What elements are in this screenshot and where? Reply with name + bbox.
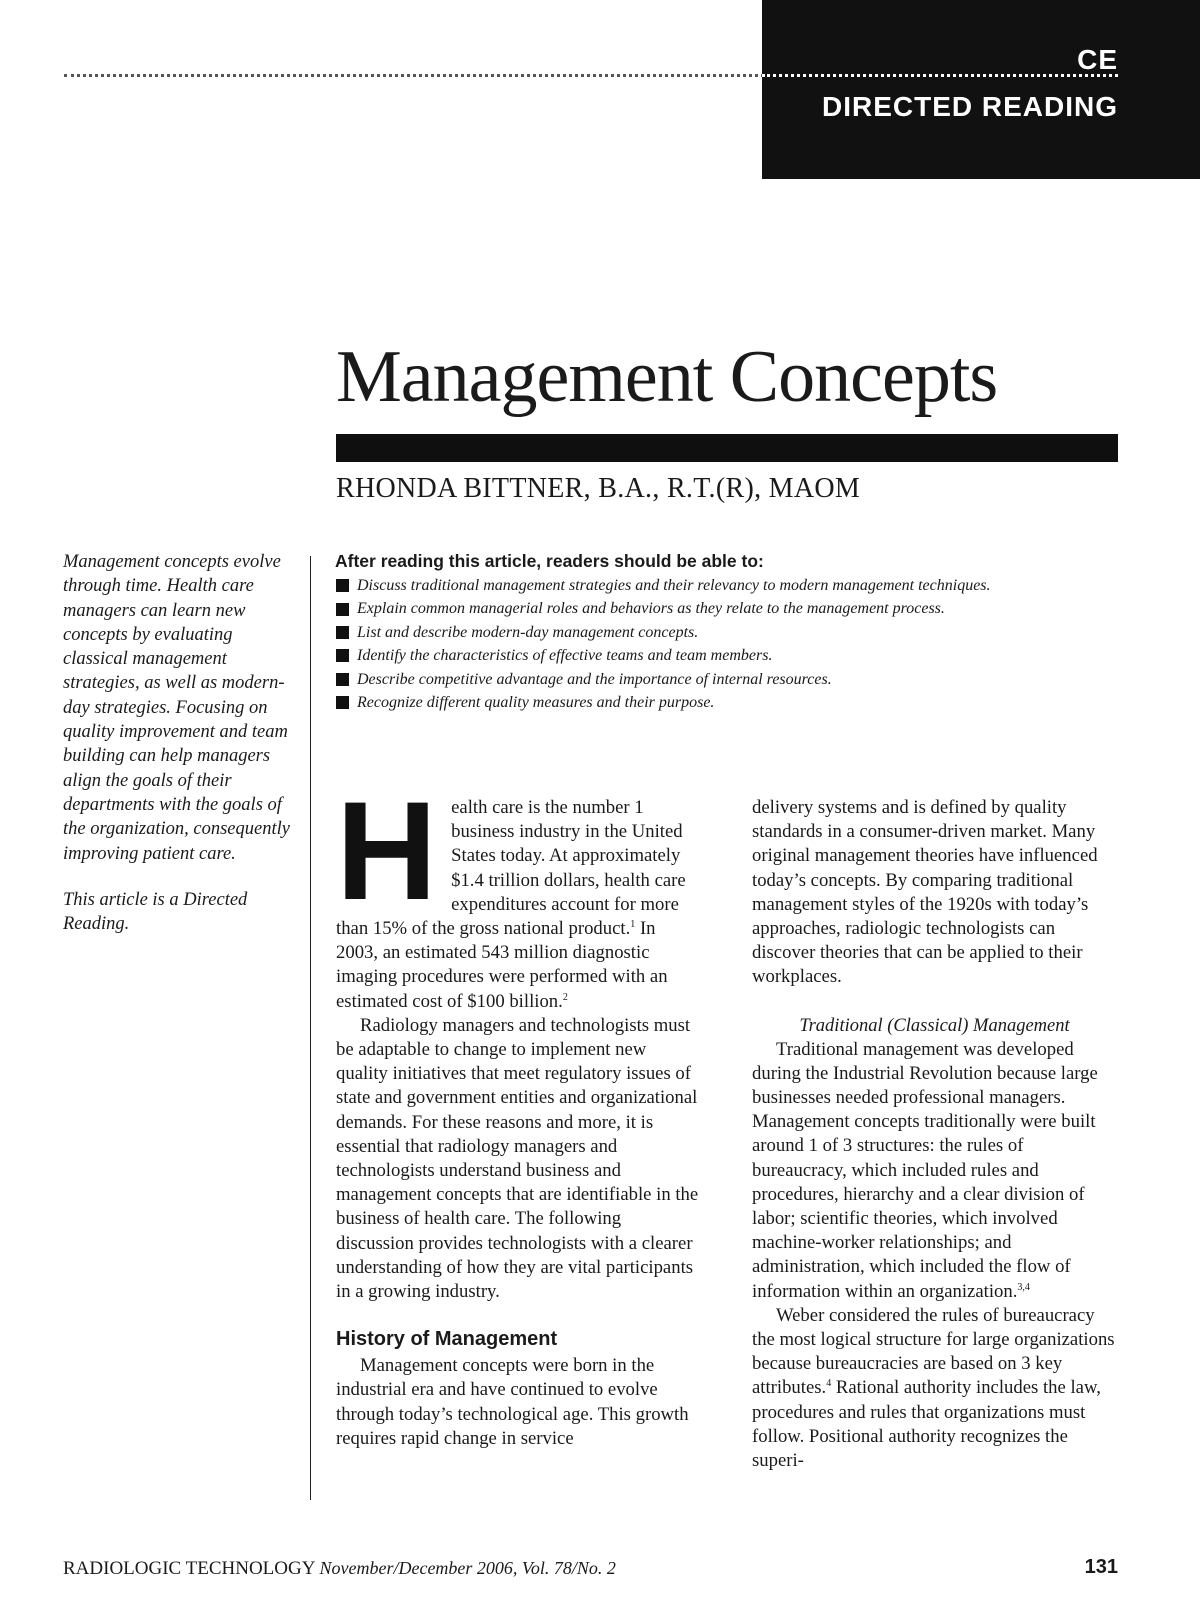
body-paragraph: Weber considered the rules of bureaucracy the most logical structure for large organizations because bureaucracies are based on 3 key attributes.$^4$ Rational authority includes the law, procedures and rules that organizations must follow. Positional authority recognizes the superi-	[752, 1304, 1115, 1472]
directed-reading-note: This article is a Directed Reading.	[63, 889, 248, 935]
objective-text: Identify the characteristics of effective teams and team members.	[357, 647, 773, 665]
bullet-square-icon	[336, 626, 349, 639]
learning-objectives	[335, 551, 1135, 714]
abstract-text: Management concepts evolve through time. Health care managers can learn new concepts by evaluating classical management strategies, as well as modern-day strategies. Focusing on quality improvement and team building can help managers align the goals of their departments with the goals of the organization, consequently improving patient care.	[63, 552, 290, 864]
reference-marker: 1	[630, 918, 636, 930]
body-paragraph: Radiology managers and technologists must be adaptable to change to implement new quality initiatives that meet regulatory issues of state and government entities and organizational demands. For these reasons and more, it is essential that radiology managers and technologists understand business and management concepts that are identifiable in the business of health care. The following discussion provides technologists with a clearer understanding of how they are vital participants in a growing industry.	[336, 1014, 699, 1303]
page-footer	[63, 1558, 1120, 1580]
title-bar	[336, 434, 1118, 462]
journal-name: RADIOLOGIC TECHNOLOGY	[63, 1558, 315, 1579]
intro-paragraph: Health care is the number 1 business industry in the United States today. At approximately $1.4 trillion dollars, health care expenditures account for more than 15% of the gross national product.$^1$ In 2003, an estimated 543 million diagnostic imaging procedures were performed with an estimated cost of $100 billion.$^2$	[336, 772, 686, 1012]
objective-item	[335, 668, 1135, 691]
objective-text: List and describe modern-day management concepts.	[357, 623, 699, 641]
objective-item	[335, 574, 1135, 597]
ce-header-box	[762, 0, 1200, 179]
drop-cap: H	[336, 772, 438, 929]
issue-info: November/December 2006, Vol. 78/No. 2	[319, 1558, 616, 1578]
page-number: 131	[1084, 1556, 1118, 1578]
author-byline: RHONDA BITTNER, B.A., R.T.(R), MAOM	[336, 473, 861, 504]
objectives-list	[335, 574, 1135, 714]
reference-marker: 3,4	[1017, 1281, 1030, 1293]
body-paragraph-continued: delivery systems and is defined by quality standards in a consumer-driven market. Many original management theories have influenced today’s concepts. By comparing traditional management styles of the 1920s with today’s approaches, radiologic technologists can discover theories that can be applied to their workplaces.	[752, 797, 1098, 988]
objective-text: Describe competitive advantage and the importance of internal resources.	[357, 670, 832, 688]
body-paragraph: Management concepts were born in the industrial era and have continued to evolve through today’s technological age. This growth requires rapid change in service	[336, 1355, 689, 1449]
objective-item	[335, 621, 1135, 644]
bullet-square-icon	[336, 603, 349, 616]
ce-label: CE	[1077, 44, 1118, 75]
article-title: Management Concepts	[336, 336, 998, 418]
subsection-heading-traditional: Traditional (Classical) Management	[799, 1015, 1070, 1036]
objective-item	[335, 644, 1135, 667]
reference-marker: 2	[562, 991, 568, 1003]
objective-item	[335, 597, 1135, 620]
body-paragraph: Traditional management was developed during the Industrial Revolution because large businesses needed professional managers. Management concepts traditionally were built around 1 of 3 structures: the rules of bureaucracy, which included rules and procedures, hierarchy and a clear division of labor; scientific theories, which involved machine-worker relationships; and administration, which included the flow of information within an organization.$^{3,4}$	[752, 1038, 1098, 1302]
body-column-right	[752, 796, 1117, 1473]
bullet-square-icon	[336, 673, 349, 686]
bullet-square-icon	[336, 579, 349, 592]
header-box-dotted-rule	[762, 74, 1118, 77]
bullet-square-icon	[336, 649, 349, 662]
section-heading-history: History of Management	[336, 1328, 558, 1351]
bullet-square-icon	[336, 696, 349, 709]
body-column-left	[336, 772, 701, 1451]
section-label: DIRECTED READING	[821, 91, 1118, 122]
reference-marker: 4	[826, 1378, 832, 1390]
column-divider	[310, 556, 311, 1500]
objective-text: Discuss traditional management strategies and their relevancy to modern management techniques.	[357, 577, 991, 594]
objectives-heading: After reading this article, readers should be able to:	[335, 551, 764, 571]
objective-item	[335, 691, 1135, 714]
objective-text: Explain common managerial roles and behaviors as they relate to the management process.	[357, 600, 945, 618]
objective-text: Recognize different quality measures and their purpose.	[357, 694, 715, 712]
sidebar-abstract	[63, 550, 293, 958]
